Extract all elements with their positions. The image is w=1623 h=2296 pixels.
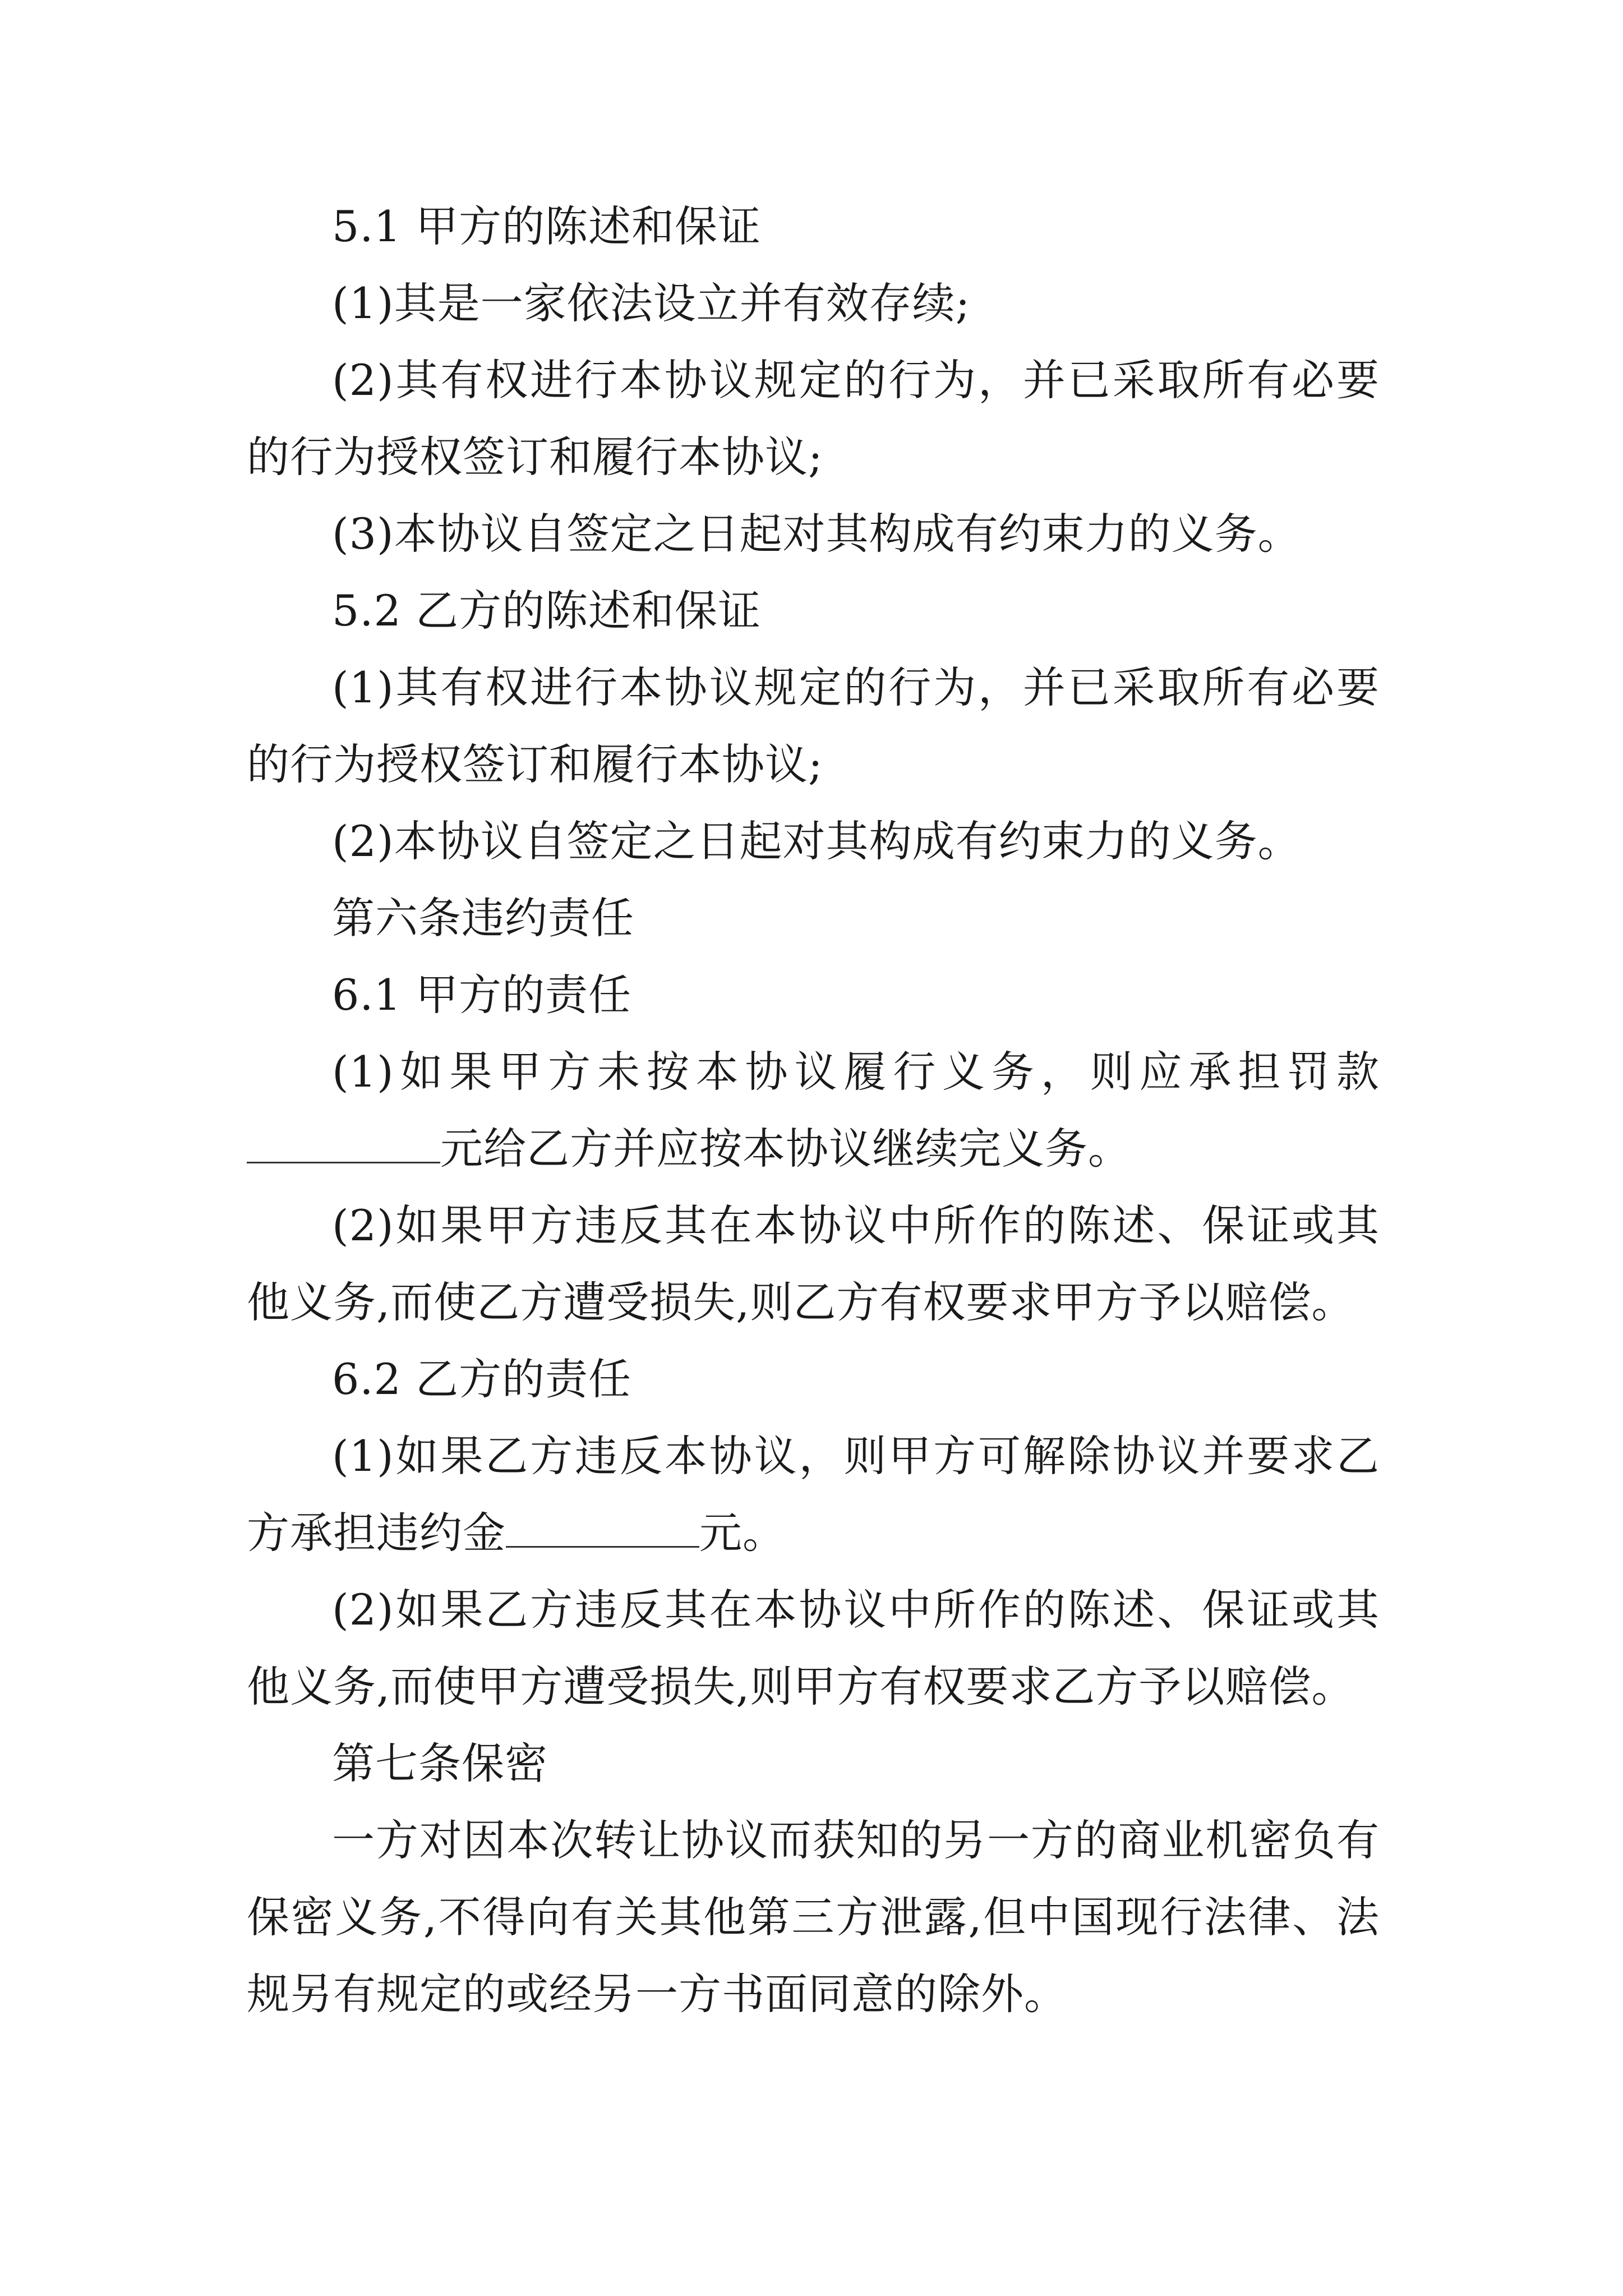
confidentiality-clause: 一方对因本次转让协议而获知的另一方的商业机密负有保密义务,不得向有关其他第三方泄露,但中国现行法律、法规另有规定的或经另一方书面同意的除外。 bbox=[247, 1815, 1380, 2019]
article-7-heading: 第七条保密 bbox=[332, 1738, 548, 1788]
liquidated-damages-blank bbox=[506, 1510, 699, 1548]
clause-6-2-2: (2)如果乙方违反其在本协议中所作的陈述、保证或其他义务,而使甲方遭受损失,则甲方有权要求乙方予以赔偿。 bbox=[247, 1585, 1380, 1711]
clause-6-2-1-text-after: 元。 bbox=[699, 1508, 786, 1558]
section-5-2-heading: 5.2 乙方的陈述和保证 bbox=[332, 586, 762, 636]
clause-6-1-1-text-before: (1)如果甲方未按本协议履行义务，则应承担罚款 bbox=[332, 1047, 1380, 1097]
penalty-amount-blank bbox=[247, 1126, 440, 1163]
section-6-1-heading: 6.1 甲方的责任 bbox=[332, 970, 632, 1020]
document-body bbox=[247, 188, 1380, 2032]
clause-5-1-2: (2)其有权进行本协议规定的行为，并已采取所有必要的行为授权签订和履行本协议; bbox=[247, 355, 1380, 482]
clause-6-1-1-text-after: 元给乙方并应按本协议继续完义务。 bbox=[440, 1124, 1131, 1174]
clause-5-1-1: (1)其是一家依法设立并有效存续; bbox=[332, 278, 971, 328]
section-5-1-heading: 5.1 甲方的陈述和保证 bbox=[332, 201, 762, 251]
clause-5-1-3: (3)本协议自签定之日起对其构成有约束力的义务。 bbox=[332, 509, 1301, 559]
clause-6-2-1 bbox=[247, 1418, 1380, 1571]
section-6-2-heading: 6.2 乙方的责任 bbox=[332, 1354, 632, 1404]
clause-6-1-1 bbox=[247, 1033, 1380, 1187]
article-6-heading: 第六条违约责任 bbox=[332, 893, 634, 943]
clause-5-2-2: (2)本协议自签定之日起对其构成有约束力的义务。 bbox=[332, 816, 1301, 866]
clause-5-2-1: (1)其有权进行本协议规定的行为，并已采取所有必要的行为授权签订和履行本协议; bbox=[247, 662, 1380, 789]
clause-6-2-1-text-before: (1)如果乙方违反本协议，则甲方可解除协议并要求乙方承担违约金 bbox=[247, 1431, 1380, 1558]
clause-6-1-2: (2)如果甲方违反其在本协议中所作的陈述、保证或其他义务,而使乙方遭受损失,则乙方有权要求甲方予以赔偿。 bbox=[247, 1200, 1380, 1327]
